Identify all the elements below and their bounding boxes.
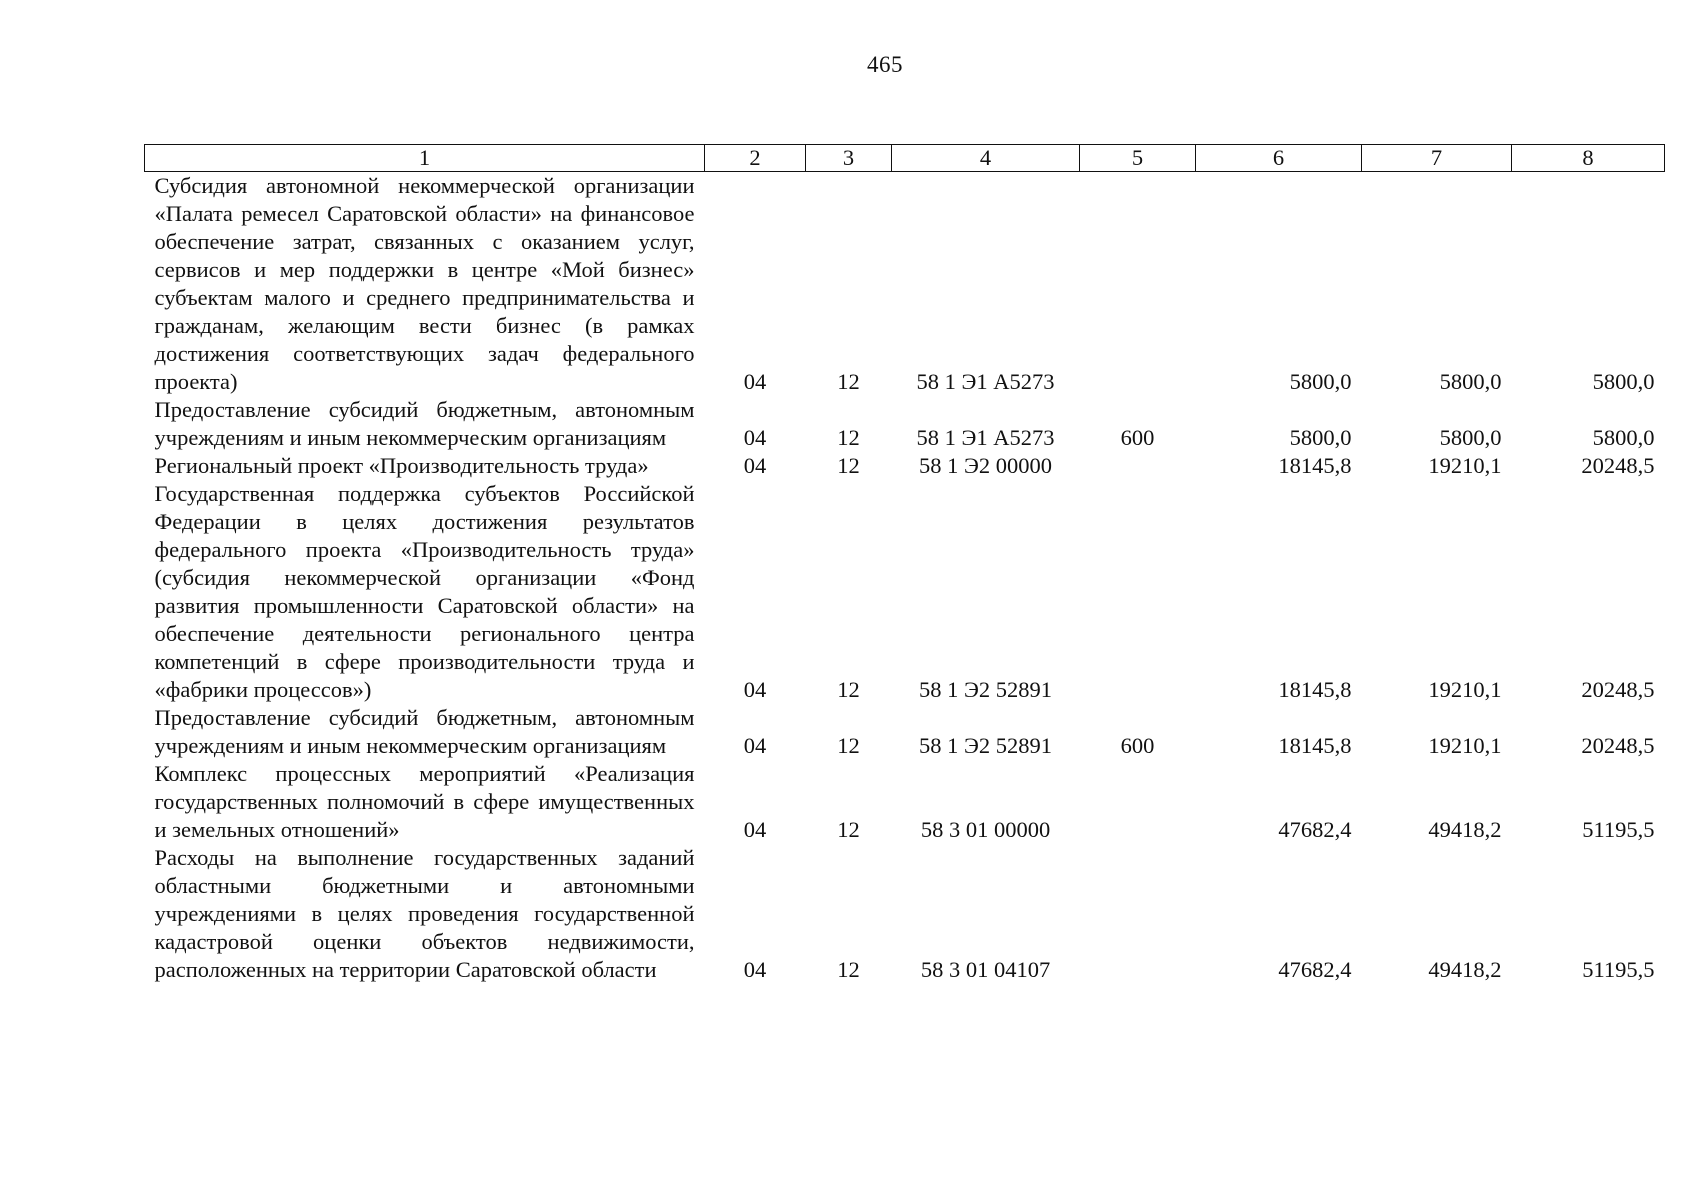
row-expense-type [1080, 452, 1196, 480]
row-name: Расходы на выполнение государственных заданий областными бюджетными и автономными учреждениями в целях проведения государственной кадастровой оценки объектов недвижимости, расположенных на территории Саратовской области [154, 845, 695, 982]
table-row [145, 172, 1665, 397]
header-col-4: 4 [892, 145, 1080, 172]
row-amount-1: 18145,8 [1278, 677, 1352, 702]
row-expense-type [1080, 172, 1196, 397]
row-amount-1: 5800,0 [1289, 369, 1352, 394]
row-target-article: 58 3 01 00000 [920, 817, 1051, 842]
row-target-article: 58 1 Э1 А5273 [916, 369, 1055, 394]
row-amount-1: 18145,8 [1278, 453, 1352, 478]
row-target-article: 58 3 01 04107 [920, 957, 1051, 982]
row-target-article: 58 1 Э1 А5273 [916, 425, 1055, 450]
row-amount-2: 49418,2 [1428, 957, 1502, 982]
row-section: 04 [743, 733, 767, 758]
table-row [145, 760, 1665, 844]
row-amount-3: 5800,0 [1592, 425, 1655, 450]
row-amount-3: 5800,0 [1592, 369, 1655, 394]
header-col-1: 1 [145, 145, 705, 172]
table-row [145, 844, 1665, 984]
row-amount-1: 47682,4 [1278, 817, 1352, 842]
header-col-6: 6 [1196, 145, 1362, 172]
row-name: Комплекс процессных мероприятий «Реализация государственных полномочий в сфере имущественных и земельных отношений» [154, 761, 695, 842]
row-target-article: 58 1 Э2 52891 [919, 677, 1052, 702]
row-name: Региональный проект «Производительность труда» [154, 453, 649, 478]
row-amount-3: 20248,5 [1581, 453, 1655, 478]
row-amount-2: 19210,1 [1428, 733, 1502, 758]
row-name: Субсидия автономной некоммерческой организации «Палата ремесел Саратовской области» на финансовое обеспечение затрат, связанных с оказанием услуг, сервисов и мер поддержки в центре «Мой бизнес» субъектам малого и среднего предпринимательства и гражданам, желающим вести бизнес (в рамках достижения соответствующих задач федерального проекта) [154, 173, 695, 394]
row-amount-3: 51195,5 [1582, 817, 1655, 842]
row-section: 04 [743, 425, 767, 450]
table-row [145, 396, 1665, 452]
row-amount-3: 20248,5 [1581, 677, 1655, 702]
row-section: 04 [743, 957, 767, 982]
header-col-3: 3 [806, 145, 892, 172]
row-subsection: 12 [837, 425, 860, 450]
header-col-8: 8 [1512, 145, 1665, 172]
row-amount-2: 19210,1 [1428, 453, 1502, 478]
table-row [145, 452, 1665, 480]
row-name: Государственная поддержка субъектов Российской Федерации в целях достижения результатов федерального проекта «Производительность труда» (субсидия некоммерческой организации «Фонд развития промышленности Саратовской области» на обеспечение деятельности регионального центра компетенций в сфере производительности труда и «фабрики процессов») [154, 481, 695, 702]
row-amount-2: 19210,1 [1428, 677, 1502, 702]
row-expense-type [1080, 844, 1196, 984]
row-name: Предоставление субсидий бюджетным, автономным учреждениям и иным некоммерческим организациям [154, 397, 695, 450]
row-expense-type [1080, 760, 1196, 844]
header-col-5: 5 [1080, 145, 1196, 172]
row-subsection: 12 [837, 733, 860, 758]
row-amount-2: 49418,2 [1428, 817, 1502, 842]
row-amount-3: 20248,5 [1581, 733, 1655, 758]
row-target-article: 58 1 Э2 52891 [919, 733, 1052, 758]
row-section: 04 [743, 677, 767, 702]
row-target-article: 58 1 Э2 00000 [919, 453, 1052, 478]
row-section: 04 [743, 369, 767, 394]
row-amount-1: 18145,8 [1278, 733, 1352, 758]
row-section: 04 [743, 453, 767, 478]
row-subsection: 12 [837, 677, 860, 702]
row-amount-2: 5800,0 [1439, 369, 1502, 394]
row-subsection: 12 [837, 369, 860, 394]
row-subsection: 12 [837, 957, 860, 982]
page-number: 465 [867, 52, 903, 77]
row-amount-1: 47682,4 [1278, 957, 1352, 982]
row-amount-3: 51195,5 [1582, 957, 1655, 982]
row-amount-1: 5800,0 [1289, 425, 1352, 450]
header-col-2: 2 [705, 145, 806, 172]
row-subsection: 12 [837, 817, 860, 842]
row-subsection: 12 [837, 453, 860, 478]
budget-table [144, 144, 1665, 984]
header-row [145, 145, 1665, 172]
row-expense-type [1080, 480, 1196, 704]
row-expense-type: 600 [1120, 733, 1155, 758]
row-section: 04 [743, 817, 767, 842]
header-col-7: 7 [1362, 145, 1512, 172]
table-row [145, 704, 1665, 760]
row-name: Предоставление субсидий бюджетным, автономным учреждениям и иным некоммерческим организациям [154, 705, 695, 758]
row-expense-type: 600 [1120, 425, 1155, 450]
table-row [145, 480, 1665, 704]
row-amount-2: 5800,0 [1439, 425, 1502, 450]
